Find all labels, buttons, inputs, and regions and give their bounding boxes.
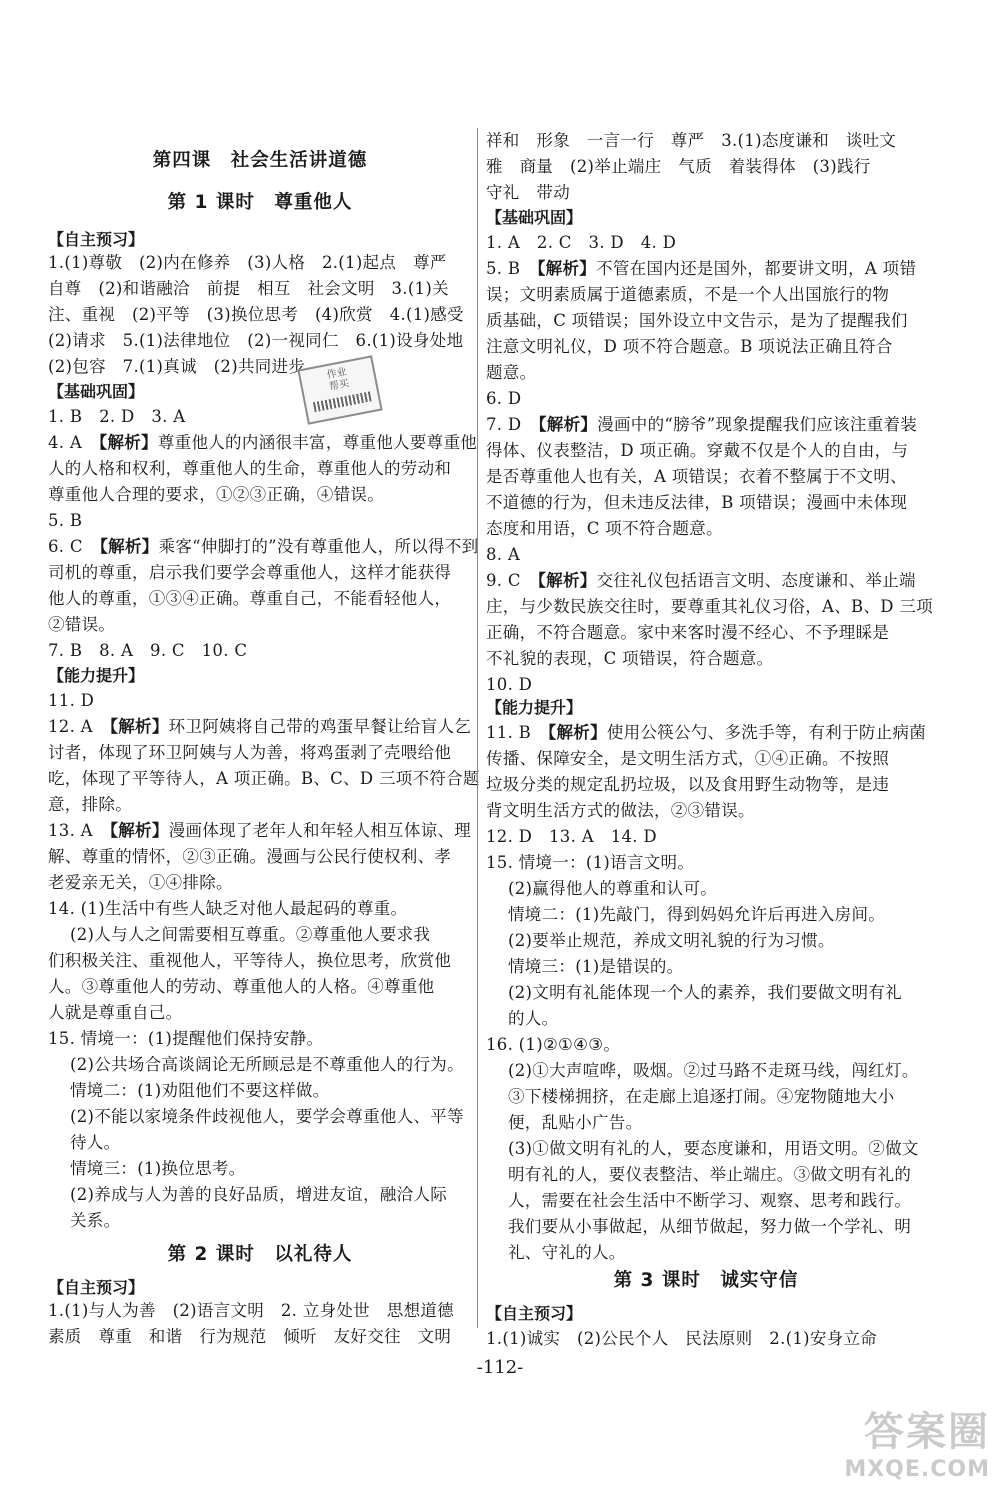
page-number: -112- xyxy=(476,1357,524,1378)
answer-line: (2)①大声喧哗，吸烟。②过马路不走斑马线，闯红灯。 xyxy=(508,1061,919,1080)
answer-line: 得体、仪表整洁，D 项正确。穿戴不仅是个人的自由，与 xyxy=(486,441,909,460)
answer-line: 待人。 xyxy=(70,1133,121,1152)
answer-line: 司机的尊重，启示我们要学会尊重他人，这样才能获得 xyxy=(48,563,452,582)
preview-heading: 【自主预习】 xyxy=(48,230,145,249)
answer-line: (2)文明有礼能体现一个人的素养，我们要做文明有礼 xyxy=(508,983,902,1002)
preview-line: 注、重视 (2)平等 (3)换位思考 (4)欣赏 4.(1)感受 xyxy=(48,305,464,324)
answer-line: 11. B 【解析】使用公筷公勺、多洗手等，有利于防止病菌 xyxy=(486,723,927,742)
ability-heading: 【能力提升】 xyxy=(486,698,583,717)
preview2-heading: 【自主预习】 xyxy=(48,1278,145,1297)
answer-line: (3)①做文明有礼的人，要态度谦和，用语文明。②做文 xyxy=(508,1139,919,1158)
answer-line: 情境三：(1)是错误的。 xyxy=(508,957,684,976)
answer-line: 吃，体现了平等待人，A 项正确。B、C、D 三项不符合题 xyxy=(48,769,480,788)
preview-line: (2)请求 5.(1)法律地位 (2)一视同仁 6.(1)设身处地 xyxy=(48,331,464,350)
answer-line: 讨者，体现了环卫阿姨与人为善，将鸡蛋剥了壳喂给他 xyxy=(48,743,452,762)
answer-line: 传播、保障安全，是文明生活方式，①④正确。不按照 xyxy=(486,749,890,768)
answer-line: 人的人格和权利，尊重他人的生命，尊重他人的劳动和 xyxy=(48,459,452,478)
answer-line: 解、尊重的情怀，②③正确。漫画与公民行使权利、孝 xyxy=(48,847,452,866)
watermark-url: MXQE.COM xyxy=(844,1457,990,1482)
answer-line: 情境二：(1)劝阻他们不要这样做。 xyxy=(70,1081,330,1100)
answer-line: 1. B 2. D 3. A xyxy=(48,407,186,426)
answer-line: 8. A xyxy=(486,545,521,564)
answer-line: 6. D xyxy=(486,389,522,408)
preview-line: 1.(1)诚实 (2)公民个人 民法原则 2.(1)安身立命 xyxy=(486,1329,878,1348)
preview-line: 1.(1)与人为善 (2)语言文明 2. 立身处世 思想道德 xyxy=(48,1301,454,1320)
answer-line: 7. D 【解析】漫画中的“膀爷”现象提醒我们应该注重着装 xyxy=(486,415,918,434)
preview-cont-line: 祥和 形象 一言一行 尊严 3.(1)态度谦和 谈吐文 xyxy=(486,131,897,150)
answer-line: 9. C 【解析】交往礼仪包括语言文明、态度谦和、举止端 xyxy=(486,571,916,590)
answer-line: ②错误。 xyxy=(48,615,116,634)
answer-line: 题意。 xyxy=(486,363,537,382)
answer-line: 尊重他人合理的要求，①②③正确，④错误。 xyxy=(48,485,384,504)
answer-line: ③下楼梯拥挤，在走廊上追逐打闹。④宠物随地大小 xyxy=(508,1087,895,1106)
answer-line: 6. C 【解析】乘客“伸脚打的”没有尊重他人，所以得不到 xyxy=(48,537,479,556)
answer-line: 10. D xyxy=(486,675,533,694)
answer-line: (2)公共场合高谈阔论无所顾忌是不尊重他人的行为。 xyxy=(70,1055,464,1074)
answer-line: 不道德的行为，但未违反法律，B 项错误；漫画中未体现 xyxy=(486,493,908,512)
answer-line: 情境二：(1)先敲门，得到妈妈允许后再进入房间。 xyxy=(508,905,886,924)
answer-line: 老爱亲无关，①④排除。 xyxy=(48,873,233,892)
watermark-logo: 答案圈 xyxy=(864,1409,990,1455)
preview3-heading: 【自主预习】 xyxy=(486,1304,583,1323)
basic-heading: 【基础巩固】 xyxy=(486,208,583,227)
answer-line: 1. A 2. C 3. D 4. D xyxy=(486,233,677,252)
answer-line: 15. 情境一：(1)提醒他们保持安静。 xyxy=(48,1029,324,1048)
answer-line: 人就是尊重自己。 xyxy=(48,1003,183,1022)
preview-cont-line: 雅 商量 (2)举止端庄 气质 着装得体 (3)践行 xyxy=(486,157,871,176)
basic-heading: 【基础巩固】 xyxy=(48,382,145,401)
site-watermark xyxy=(800,1400,990,1486)
answer-line: 我们要从小事做起，从细节做起，努力做一个学礼、明 xyxy=(508,1217,912,1236)
answer-line: 是否尊重他人也有关，A 项错误；衣着不整属于不文明、 xyxy=(486,467,907,486)
answer-line: 质基础，C 项错误；国外设立中文告示，是为了提醒我们 xyxy=(486,311,908,330)
answer-line: 5. B 【解析】不管在国内还是国外，都要讲文明，A 项错 xyxy=(486,259,917,278)
preview-line: 1.(1)尊敬 (2)内在修养 (3)人格 2.(1)起点 尊严 xyxy=(48,253,447,272)
answer-line: 15. 情境一：(1)语言文明。 xyxy=(486,853,695,872)
answer-line: (2)不能以家境条件歧视他人，要学会尊重他人、平等 xyxy=(70,1107,464,1126)
answer-line: 关系。 xyxy=(70,1211,121,1230)
answer-line: 不礼貌的表现，C 项错误，符合题意。 xyxy=(486,649,774,668)
answer-line: 注意文明礼仪，D 项不符合题意。B 项说法正确且符合 xyxy=(486,337,893,356)
answer-line: 人，需要在社会生活中不断学习、观察、思考和践行。 xyxy=(508,1191,912,1210)
answer-line: 态度和用语，C 项不符合题意。 xyxy=(486,519,723,538)
answer-line: 情境三：(1)换位思考。 xyxy=(70,1159,246,1178)
lesson-title: 第四课 社会生活讲道德 xyxy=(152,150,368,171)
answer-line: 礼、守礼的人。 xyxy=(508,1243,626,1262)
answer-line: 4. A 【解析】尊重他人的内涵很丰富，尊重他人要尊重他 xyxy=(48,433,478,452)
answer-line: 12. A 【解析】环卫阿姨将自己带的鸡蛋早餐让给盲人乞 xyxy=(48,717,472,736)
answer-line: 正确，不符合题意。家中来客时漫不经心、不予理睬是 xyxy=(486,623,890,642)
answer-line: 人。③尊重他人的劳动、尊重他人的人格。④尊重他 xyxy=(48,977,435,996)
class2-title: 第 2 课时 以礼待人 xyxy=(167,1244,353,1265)
preview-line: 素质 尊重 和谐 行为规范 倾听 友好交往 文明 xyxy=(48,1327,452,1346)
answer-line: 明有礼的人，要仪表整洁、举止端庄。③做文明有礼的 xyxy=(508,1165,912,1184)
answer-line: 便，乱贴小广告。 xyxy=(508,1113,643,1132)
preview-cont-line: 守礼 带动 xyxy=(486,183,570,202)
answer-line: 庄，与少数民族交往时，要尊重其礼仪习俗，A、B、D 三项 xyxy=(486,597,933,616)
class1-title: 第 1 课时 尊重他人 xyxy=(167,192,353,213)
answer-line: 14. (1)生活中有些人缺乏对他人最起码的尊重。 xyxy=(48,899,408,918)
answer-line: (2)赢得他人的尊重和认可。 xyxy=(508,879,718,898)
class3-title: 第 3 课时 诚实守信 xyxy=(613,1270,799,1291)
answer-line: 11. D xyxy=(48,691,95,710)
preview-line: (2)包容 7.(1)真诚 (2)共同进步 xyxy=(48,357,306,376)
answer-line: 背文明生活方式的做法，②③错误。 xyxy=(486,801,755,820)
answer-line: (2)要举止规范，养成文明礼貌的行为习惯。 xyxy=(508,931,835,950)
stamp-text: 作业 帮买 xyxy=(325,366,351,393)
answer-line: 7. B 8. A 9. C 10. C xyxy=(48,641,248,660)
answer-line: (2)养成与人为善的良好品质，增进友谊，融洽人际 xyxy=(70,1185,448,1204)
answer-line: 们积极关注、重视他人，平等待人，换位思考，欣赏他 xyxy=(48,951,452,970)
preview-line: 自尊 (2)和谐融洽 前提 相互 社会文明 3.(1)关 xyxy=(48,279,449,298)
ability-heading: 【能力提升】 xyxy=(48,666,145,685)
answer-line: 12. D 13. A 14. D xyxy=(486,827,657,846)
answer-line: 的人。 xyxy=(508,1009,559,1028)
answer-line: (2)人与人之间需要相互尊重。②尊重他人要求我 xyxy=(70,925,431,944)
answer-line: 意，排除。 xyxy=(48,795,132,814)
answer-line: 误；文明素质属于道德素质，不是一个人出国旅行的物 xyxy=(486,285,890,304)
answer-line: 16. (1)②①④③。 xyxy=(486,1035,621,1054)
answer-line: 5. B xyxy=(48,511,83,530)
answer-line: 13. A 【解析】漫画体现了老年人和年轻人相互体谅、理 xyxy=(48,821,472,840)
column-divider xyxy=(477,128,478,1328)
answer-line: 垃圾分类的规定乱扔垃圾，以及食用野生动物等，是违 xyxy=(486,775,890,794)
answer-line: 他人的尊重，①③④正确。尊重自己，不能看轻他人， xyxy=(48,589,452,608)
